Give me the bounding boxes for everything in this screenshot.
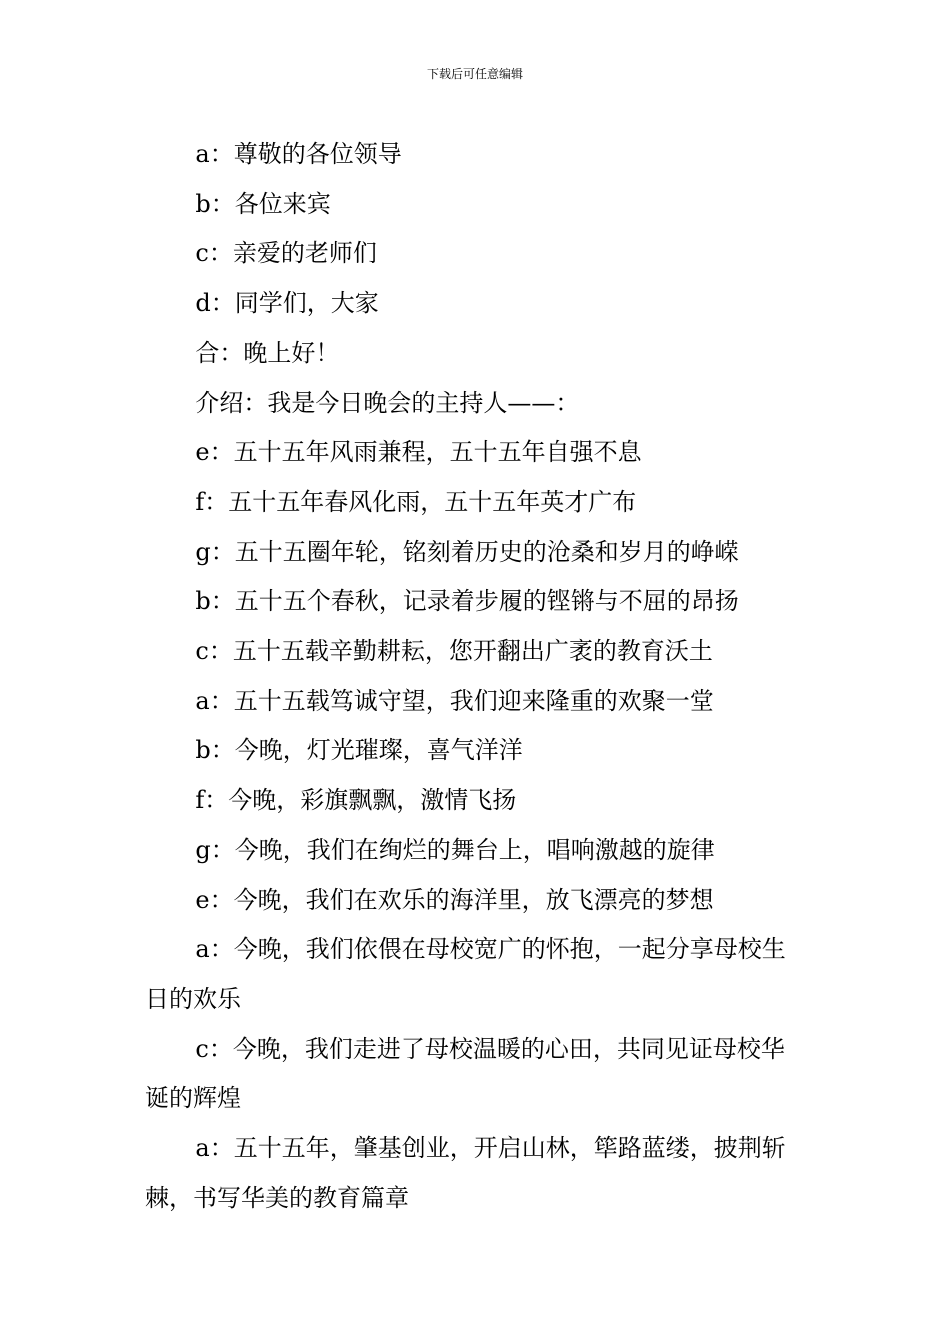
document-body [145, 130, 807, 1223]
paragraph: d：同学们，大家 [195, 289, 379, 318]
paragraph: g：五十五圈年轮，铭刻着历史的沧桑和岁月的峥嵘 [195, 537, 739, 566]
paragraph: f：五十五年春风化雨，五十五年英才广布 [195, 487, 637, 516]
paragraph: a：五十五年，肇基创业，开启山林，筚路蓝缕，披荆斩棘，书写华美的教育篇章 [145, 1134, 786, 1212]
paragraph: 合：晚上好！ [195, 338, 340, 367]
paragraph: e：五十五年风雨兼程，五十五年自强不息 [195, 438, 642, 467]
paragraph: 介绍：我是今日晚会的主持人——： [195, 388, 580, 417]
paragraph: a：五十五载笃诚守望，我们迎来隆重的欢聚一堂 [195, 686, 714, 715]
paragraph: e：今晚，我们在欢乐的海洋里，放飞漂亮的梦想 [195, 885, 714, 914]
paragraph: b：今晚，灯光璀璨，喜气洋洋 [195, 736, 523, 765]
paragraph: b：五十五个春秋，记录着步履的铿锵与不屈的昂扬 [195, 587, 739, 616]
paragraph: g：今晚，我们在绚烂的舞台上，唱响激越的旋律 [195, 835, 715, 864]
paragraph: f：今晚，彩旗飘飘，激情飞扬 [195, 786, 517, 815]
paragraph: c：今晚，我们走进了母校温暖的心田，共同见证母校华诞的辉煌 [145, 1034, 785, 1113]
page-header: 下载后可任意编辑 [426, 67, 523, 81]
paragraph: a：今晚，我们依偎在母校宽广的怀抱，一起分享母校生日的欢乐 [145, 935, 786, 1013]
paragraph: c：五十五载辛勤耕耘，您开翻出广袤的教育沃土 [195, 637, 713, 666]
paragraph: a：尊敬的各位领导 [195, 140, 402, 168]
paragraph: c：亲爱的老师们 [195, 239, 377, 268]
paragraph: b：各位来宾 [195, 189, 331, 218]
